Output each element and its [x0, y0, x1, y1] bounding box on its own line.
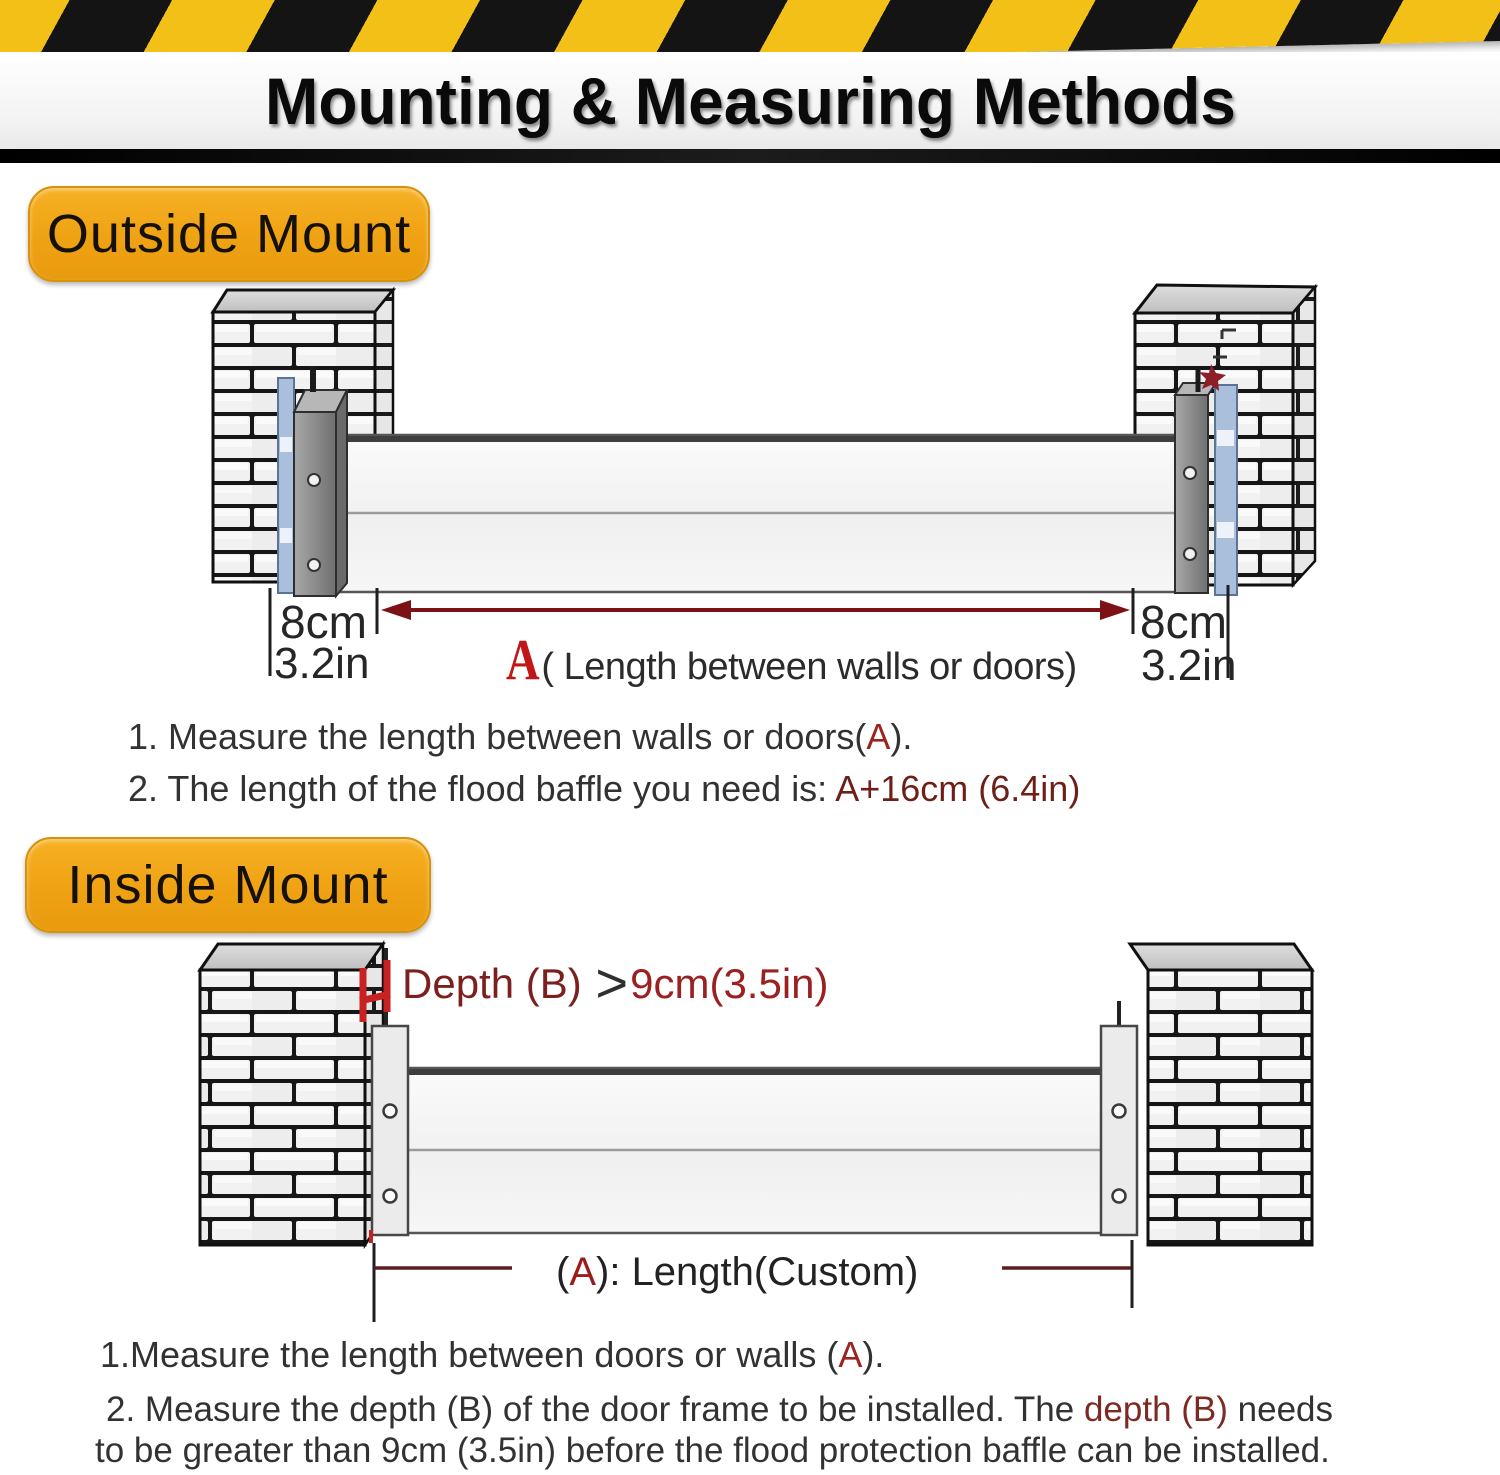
right-pillar [1130, 944, 1312, 1245]
flood-barrier [335, 435, 1180, 592]
arrow-head-left-icon [381, 600, 411, 620]
right-mount-bracket [1175, 364, 1237, 595]
outside-step-1 [128, 716, 912, 758]
left-post [372, 1026, 408, 1235]
inside-mount-badge [25, 837, 431, 933]
step-text: 1. Measure the length between walls or doors( [128, 716, 867, 757]
screw-hole [308, 559, 320, 571]
page-title: Mounting & Measuring Methods [264, 63, 1236, 138]
screw-hole [1184, 548, 1196, 560]
screw-hole [1113, 1190, 1126, 1203]
step-text: 2. Measure the depth (B) of the door frame to be installed. The [106, 1390, 1084, 1429]
length-accent-a: A [506, 627, 540, 692]
outside-mount-badge-label: Outside Mount [46, 204, 412, 264]
outside-step-2 [128, 768, 1080, 810]
length-accent-a: A [569, 1250, 597, 1294]
length-label-text: ): Length(Custom) [596, 1250, 919, 1294]
paren: ( [556, 1250, 570, 1294]
step-accent: A [838, 1334, 863, 1375]
step-text: 2. The length of the flood baffle you need is: [128, 768, 836, 809]
screw-hole [1113, 1105, 1126, 1118]
depth-requirement-label [402, 950, 829, 1015]
inside-step-1 [100, 1334, 884, 1376]
left-pillar [200, 944, 383, 1245]
inside-mount-badge-label: Inside Mount [67, 855, 389, 915]
screw-hole [1184, 467, 1196, 479]
right-offset-in: 3.2in [1141, 641, 1237, 690]
arrow-head-right-icon [1100, 600, 1130, 620]
step-text: 1.Measure the length between doors or walls ( [100, 1334, 839, 1375]
flood-barrier [400, 1068, 1106, 1233]
length-between-walls-label [506, 626, 1077, 693]
screw-hole [384, 1105, 397, 1118]
custom-length-label [556, 1250, 918, 1295]
screw-hole [384, 1190, 397, 1203]
left-offset-in: 3.2in [274, 639, 370, 688]
step-text: ). [890, 716, 913, 757]
step-text: needs [1227, 1390, 1334, 1429]
screw-hole [308, 474, 320, 486]
step-accent: A+16cm (6.4in) [835, 768, 1081, 809]
right-offset-cm: 8cm [1140, 596, 1227, 648]
inside-step-2-line-1 [106, 1390, 1333, 1430]
right-post [1101, 1026, 1137, 1235]
step-text: ). [862, 1334, 885, 1375]
inside-step-2-line-2: to be greater than 9cm (3.5in) before the flood protection baffle can be installed. [95, 1431, 1330, 1470]
left-offset-cm: 8cm [280, 596, 367, 648]
outside-mount-badge [28, 186, 430, 282]
length-label-text: ( Length between walls or doors) [541, 646, 1077, 688]
depth-value: 9cm(3.5in) [630, 960, 829, 1007]
step-accent: A [866, 716, 891, 757]
greater-than-sign: > [595, 951, 629, 1014]
left-mount-bracket [278, 366, 347, 596]
depth-name: Depth (B) [402, 960, 594, 1007]
step-accent: depth (B) [1083, 1390, 1228, 1429]
